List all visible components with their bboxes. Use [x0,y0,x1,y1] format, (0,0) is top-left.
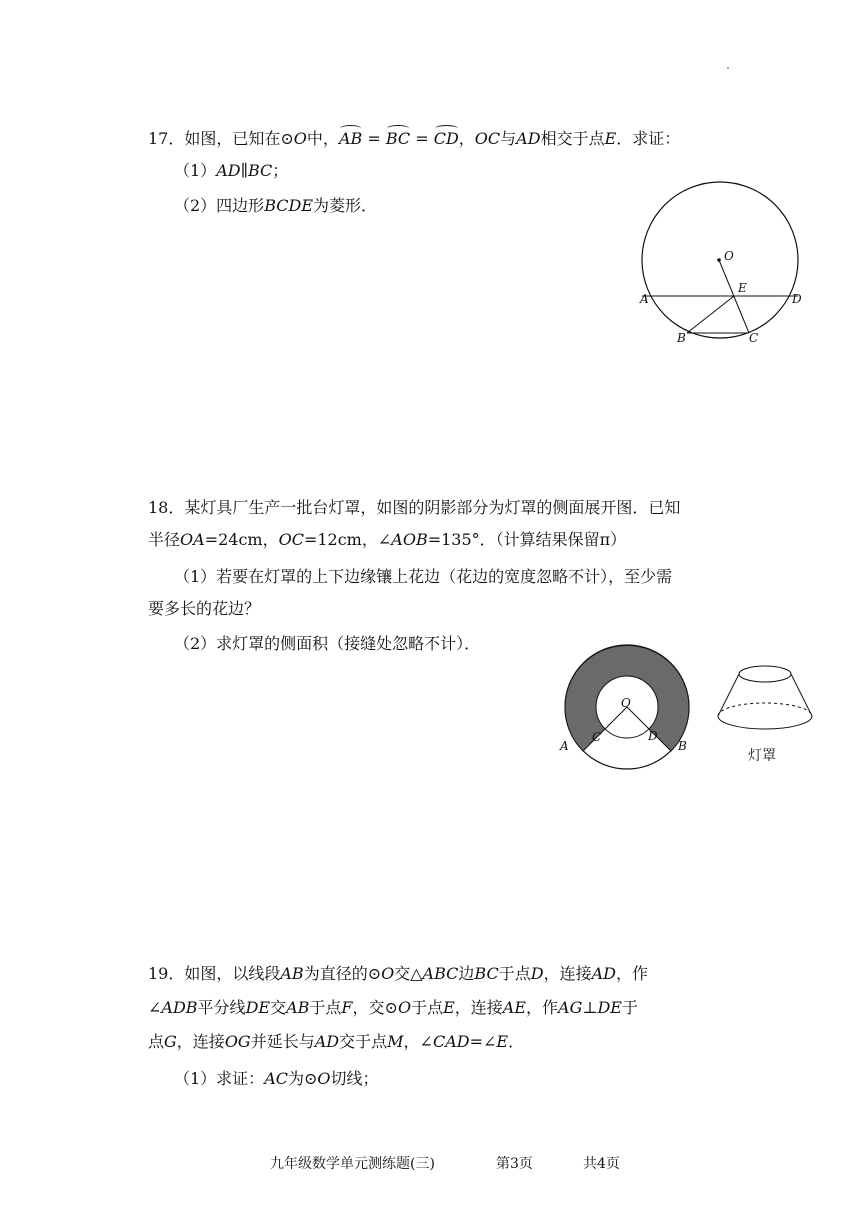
q18-lampshade-right [791,674,812,716]
q19-ADB: ADB [161,998,198,1017]
q17-label-C: C [749,331,759,345]
q18-text: =24cm， [204,530,279,549]
q17-part1-math: AD∥BC [216,161,273,180]
q18-lampshade-bottom-back [718,703,812,716]
q19-text: ，连接 [454,998,503,1017]
q19-M: M [387,1032,404,1051]
q19-E: E [443,998,455,1017]
q17-arc-CD: CD [433,129,459,148]
q18-part1-line1: （1）若要在灯罩的上下边缘镶上花边（花边的宽度忽略不计），至少需 [174,567,673,586]
q19-text: ． [508,1032,525,1051]
q19-F: F [341,998,353,1017]
q19-text: ，交⊙ [352,998,398,1017]
q19-AE: AE [502,998,527,1017]
q19-text: ⊥ [582,998,598,1017]
q19-AD: AD [591,964,616,983]
q19-D: D [530,964,544,983]
q19-E: E [496,1032,509,1051]
q17-text: 如图，已知在⊙ [184,129,294,148]
q19-AB: AB [286,998,310,1017]
q17-text: ， [458,129,475,148]
q19-G: G [164,1032,177,1051]
q17-arc-BC: BC [385,129,411,148]
q19-part1 [174,1068,379,1090]
q19-O: O [397,998,412,1017]
q18-line2 [148,529,626,551]
q18-lampshade-bottom-front [718,716,812,729]
q17-label-A: A [640,292,649,306]
footer-total-pages: 共4页 [583,1156,620,1172]
q19-text: 交于点 [339,1032,388,1051]
q17-text: 中， [306,129,339,148]
q18-lampshade-top [739,666,791,682]
q17-text: 与 [500,129,517,148]
q19-text: ，作 [526,998,559,1017]
q18-lampshade-left [718,674,739,716]
q19-O: O [317,1069,331,1088]
q19-text: ，连接 [176,1032,225,1051]
q18-text: 半径 [148,530,181,549]
q17-label-O: O [724,249,734,263]
footer-title: 九年级数学单元测练题(三) [270,1156,435,1172]
q18-label-O: O [621,696,631,710]
q18-label-A: A [560,739,569,753]
q19-text: 切线； [330,1069,379,1088]
q19-text: 于点 [309,998,342,1017]
q18-OA: OA [180,530,205,549]
q19-OG: OG [224,1032,251,1051]
q19-DE: DE [245,998,271,1017]
q19-text: 点 [148,1032,165,1051]
q19-text: 交 [270,998,287,1017]
q18-part2: （2）求灯罩的侧面积（接缝处忽略不计）． [174,634,481,653]
q17-figure [630,180,820,355]
q18-sector-figure [550,650,720,780]
q17-part2-end: 为菱形． [313,196,378,215]
q19-line3 [148,1031,524,1053]
q17-number: 17． [148,129,185,148]
q19-text: 于点 [411,998,444,1017]
q19-BC: BC [474,964,499,983]
q17-OC: OC [474,129,501,148]
q19-text: 于点 [498,964,531,983]
q17-part1 [174,160,288,182]
q17-segment-BE [687,296,734,333]
q17-center-dot [717,258,721,262]
q17-text: ．求证： [616,129,681,148]
q17-AD: AD [516,129,541,148]
q19-text: 并延长与 [250,1032,315,1051]
q19-text: ，连接 [543,964,592,983]
q19-text: 于 [621,998,638,1017]
q17-label-D: D [792,292,802,306]
q19-part1-label: （1）求证： [174,1069,265,1088]
q19-CAD: CAD [432,1032,470,1051]
q18-part1-line2: 要多长的花边？ [148,599,261,618]
q19-text: =∠ [469,1032,497,1051]
q19-text: 边 [458,964,475,983]
q18-AOB: AOB [391,530,428,549]
q19-text: 平分线 [197,998,246,1017]
q17-part2 [174,195,377,217]
q17-part1-label: （1） [174,161,217,180]
q18-line1: 18．某灯具厂生产一批台灯罩，如图的阴影部分为灯罩的侧面展开图．已知 [148,498,681,517]
q18-text: =12cm，∠ [303,530,392,549]
q19-text: 为直径的⊙ [303,964,382,983]
q19-text: ，作 [615,964,648,983]
q19-O: O [381,964,395,983]
q19-AB: AB [280,964,304,983]
q18-label-C: C [592,730,602,744]
q19-line1 [148,963,648,985]
q19-DE: DE [597,998,622,1017]
q19-AG: AG [558,998,583,1017]
q19-text: 为⊙ [287,1069,318,1088]
q17-label-E: E [738,281,747,295]
q17-eq: = [362,129,386,148]
q18-OC: OC [278,530,304,549]
q19-text: ∠ [148,998,162,1017]
q17-part1-end: ； [272,161,289,180]
q18-text: =135°．（计算结果保留π） [427,530,627,549]
q17-arc-AB: AB [338,129,363,148]
q17-stem [148,128,680,150]
q17-circle-O: O [293,129,307,148]
q18-label-D: D [648,729,658,743]
q19-text: 交△ [394,964,423,983]
q17-text: 相交于点 [540,129,605,148]
q17-eq: = [410,129,434,148]
q19-text: ，∠ [403,1032,433,1051]
speck-dot [727,67,729,69]
q17-label-B: B [677,331,686,345]
q19-AD: AD [314,1032,340,1051]
q19-line2 [148,997,638,1019]
q18-label-B: B [678,739,687,753]
q19-AC: AC [264,1069,288,1088]
q17-E: E [604,129,617,148]
q18-caption: 灯罩 [748,748,776,764]
footer-page-number: 第3页 [496,1156,533,1172]
q19-text: 19．如图，以线段 [148,964,281,983]
q17-part2-label: （2）四边形 [174,196,265,215]
q17-part2-math: BCDE [264,196,313,215]
q19-ABC: ABC [422,964,459,983]
